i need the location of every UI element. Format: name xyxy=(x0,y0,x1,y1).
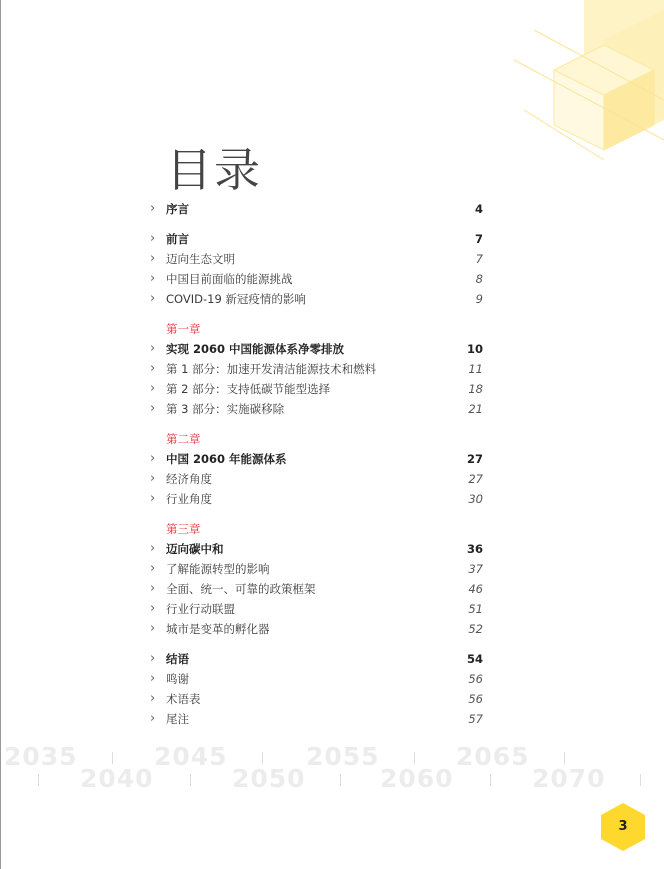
toc-item-row[interactable] xyxy=(150,489,483,509)
toc-item-row[interactable] xyxy=(150,559,483,579)
toc-entry-label: 术语表 xyxy=(166,692,201,706)
chevron-right-icon: › xyxy=(150,201,156,216)
chevron-right-icon: › xyxy=(150,561,156,576)
chevron-right-icon: › xyxy=(150,651,156,666)
year-tick xyxy=(490,774,491,786)
year-tick xyxy=(640,774,641,786)
toc-entry-label: 迈向生态文明 xyxy=(166,252,235,266)
toc-entry-page: 4 xyxy=(474,202,483,216)
chevron-right-icon: › xyxy=(150,451,156,466)
years-strip xyxy=(0,740,664,800)
page-title: 目录 xyxy=(166,143,262,197)
toc-entry-label: 结语 xyxy=(166,652,189,666)
chevron-right-icon: › xyxy=(150,291,156,306)
toc-gap xyxy=(150,509,483,519)
toc-entry-page: 52 xyxy=(468,622,483,636)
toc-entry-label: 第 2 部分：支持低碳节能型选择 xyxy=(166,382,331,396)
toc-gap xyxy=(150,639,483,649)
year-label: 2055 xyxy=(306,742,380,771)
toc-entry-label: 中国 2060 年能源体系 xyxy=(166,452,287,466)
toc-entry-page: 21 xyxy=(468,402,483,416)
year-tick xyxy=(564,752,565,764)
chevron-right-icon: › xyxy=(150,361,156,376)
toc-gap xyxy=(150,219,483,229)
toc-entry-label: 城市是变革的孵化器 xyxy=(166,622,270,636)
toc-entry-page: 51 xyxy=(468,602,483,616)
year-tick xyxy=(340,774,341,786)
toc-entry-label: 序言 xyxy=(166,202,189,216)
chevron-right-icon: › xyxy=(150,381,156,396)
toc-item-row[interactable] xyxy=(150,599,483,619)
chevron-right-icon: › xyxy=(150,401,156,416)
toc-section-row[interactable] xyxy=(150,229,483,249)
toc-entry-page: 54 xyxy=(466,652,483,666)
chevron-right-icon: › xyxy=(150,541,156,556)
chevron-right-icon: › xyxy=(150,231,156,246)
toc-entry-label: 经济角度 xyxy=(166,472,212,486)
toc-item-row[interactable] xyxy=(150,269,483,289)
chevron-right-icon: › xyxy=(150,271,156,286)
toc-entry-page: 56 xyxy=(468,672,483,686)
chevron-right-icon: › xyxy=(150,601,156,616)
chevron-right-icon: › xyxy=(150,671,156,686)
chevron-right-icon: › xyxy=(150,491,156,506)
toc-item-row[interactable] xyxy=(150,399,483,419)
toc-entry-label: COVID-19 新冠疫情的影响 xyxy=(166,292,306,306)
year-tick xyxy=(190,774,191,786)
toc-item-row[interactable] xyxy=(150,619,483,639)
toc-entry-label: 行业角度 xyxy=(166,492,212,506)
toc-entry-page: 9 xyxy=(475,292,483,306)
toc-section-row[interactable] xyxy=(150,539,483,559)
chevron-right-icon: › xyxy=(150,691,156,706)
toc-entry-page: 11 xyxy=(468,362,483,376)
toc-item-row[interactable] xyxy=(150,709,483,729)
table-of-contents xyxy=(150,199,483,729)
toc-entry-page: 56 xyxy=(468,692,483,706)
chapter-label: 第一章 xyxy=(166,322,201,336)
year-label: 2070 xyxy=(532,764,606,793)
year-label: 2040 xyxy=(80,764,154,793)
toc-entry-page: 18 xyxy=(468,382,483,396)
toc-entry-page: 57 xyxy=(468,712,483,726)
year-tick xyxy=(112,752,113,764)
toc-entry-label: 第 3 部分：实施碳移除 xyxy=(166,402,285,416)
toc-section-row[interactable] xyxy=(150,449,483,469)
chevron-right-icon: › xyxy=(150,621,156,636)
left-page-edge xyxy=(0,0,1,869)
toc-entry-label: 鸣谢 xyxy=(166,672,189,686)
toc-item-row[interactable] xyxy=(150,289,483,309)
chevron-right-icon: › xyxy=(150,251,156,266)
toc-item-row[interactable] xyxy=(150,249,483,269)
toc-entry-page: 30 xyxy=(468,492,483,506)
toc-entry-label: 尾注 xyxy=(166,712,189,726)
toc-entry-label: 迈向碳中和 xyxy=(166,542,224,556)
toc-item-row[interactable] xyxy=(150,469,483,489)
chapter-label: 第三章 xyxy=(166,522,201,536)
toc-entry-page: 37 xyxy=(468,562,483,576)
year-tick xyxy=(262,752,263,764)
chevron-right-icon: › xyxy=(150,581,156,596)
toc-entry-label: 行业行动联盟 xyxy=(166,602,235,616)
toc-section-row[interactable] xyxy=(150,649,483,669)
toc-item-row[interactable] xyxy=(150,579,483,599)
toc-entry-page: 10 xyxy=(466,342,483,356)
toc-gap xyxy=(150,419,483,429)
year-label: 2045 xyxy=(154,742,228,771)
toc-item-row[interactable] xyxy=(150,689,483,709)
toc-entry-page: 7 xyxy=(475,252,483,266)
toc-entry-page: 36 xyxy=(466,542,483,556)
toc-entry-page: 27 xyxy=(468,472,483,486)
toc-entry-page: 27 xyxy=(466,452,483,466)
page-number: 3 xyxy=(618,819,628,834)
toc-entry-label: 实现 2060 中国能源体系净零排放 xyxy=(166,342,345,356)
year-label: 2065 xyxy=(456,742,530,771)
chapter-label: 第二章 xyxy=(166,432,201,446)
year-label: 2035 xyxy=(4,742,78,771)
toc-entry-label: 中国目前面临的能源挑战 xyxy=(166,272,293,286)
decorative-cube-graphic xyxy=(514,0,664,175)
year-label: 2060 xyxy=(380,764,454,793)
toc-item-row[interactable] xyxy=(150,379,483,399)
year-tick xyxy=(414,752,415,764)
chevron-right-icon: › xyxy=(150,711,156,726)
toc-entry-label: 了解能源转型的影响 xyxy=(166,562,270,576)
toc-item-row[interactable] xyxy=(150,359,483,379)
chevron-right-icon: › xyxy=(150,341,156,356)
toc-entry-label: 第 1 部分：加速开发清洁能源技术和燃料 xyxy=(166,362,377,376)
chevron-right-icon: › xyxy=(150,471,156,486)
year-tick xyxy=(38,774,39,786)
toc-section-row[interactable] xyxy=(150,199,483,219)
year-label: 2050 xyxy=(232,764,306,793)
toc-entry-page: 46 xyxy=(468,582,483,596)
toc-entry-page: 7 xyxy=(474,232,483,246)
toc-gap xyxy=(150,309,483,319)
toc-entry-label: 前言 xyxy=(166,232,189,246)
toc-section-row[interactable] xyxy=(150,339,483,359)
toc-entry-page: 8 xyxy=(475,272,483,286)
toc-item-row[interactable] xyxy=(150,669,483,689)
toc-entry-label: 全面、统一、可靠的政策框架 xyxy=(166,582,316,596)
